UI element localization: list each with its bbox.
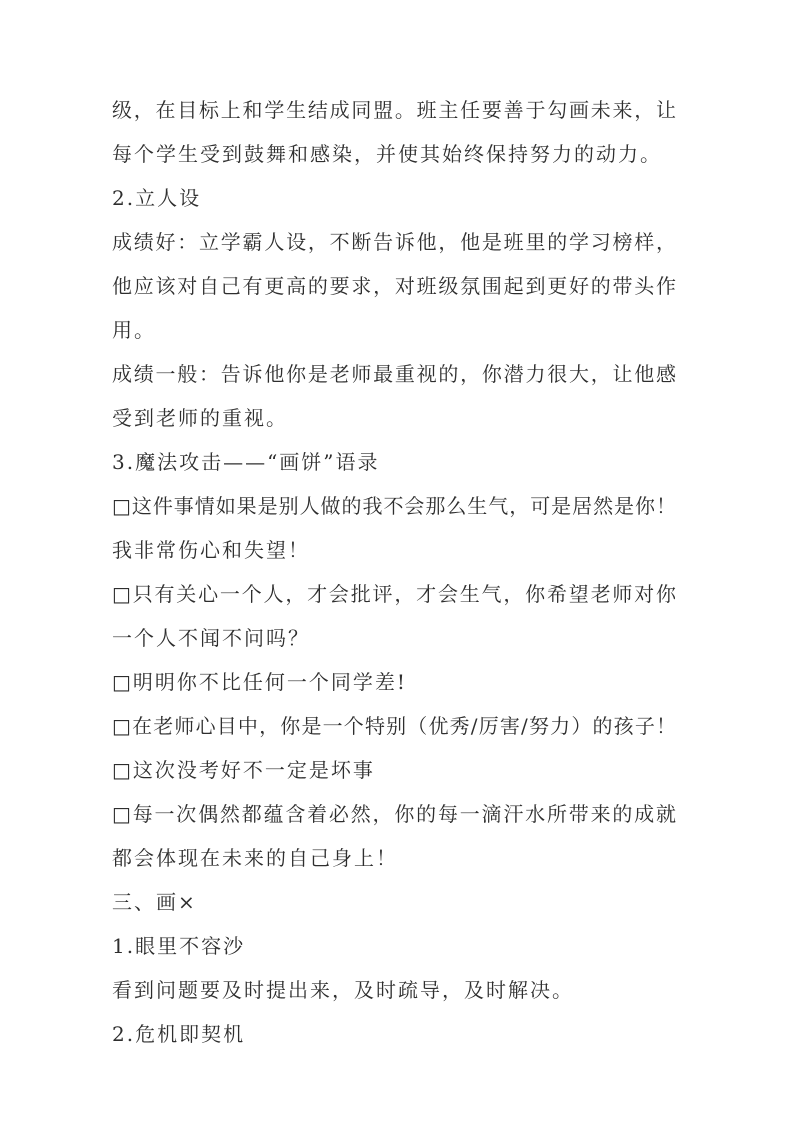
paragraph-line: 我非常伤心和失望！ (112, 538, 310, 562)
paragraph-line: 都会体现在未来的自己身上！ (112, 846, 398, 870)
paragraph-line: 一个人不闻不问吗？ (112, 626, 310, 650)
checklist-item-line: □这次没考好不一定是坏事 (112, 758, 375, 782)
checklist-item-line: □明明你不比任何一个同学差! (112, 670, 407, 694)
paragraph-line: 级，在目标上和学生结成同盟。班主任要善于勾画未来，让 (112, 98, 676, 122)
checklist-item-line: □每一次偶然都蕴含着必然，你的每一滴汗水所带来的成就 (112, 802, 676, 826)
paragraph-line: 成绩好：立学霸人设，不断告诉他，他是班里的学习榜样， (112, 230, 676, 254)
checklist-item-line: □只有关心一个人，才会批评，才会生气，你希望老师对你 (112, 582, 676, 606)
paragraph-line: 看到问题要及时提出来，及时疏导，及时解决。 (112, 978, 574, 1002)
paragraph-line: 受到老师的重视。 (112, 406, 288, 430)
section-heading: 三、画× (112, 890, 197, 914)
section-heading: 1.眼里不容沙 (112, 934, 246, 958)
paragraph-line: 成绩一般：告诉他你是老师最重视的，你潜力很大，让他感 (112, 362, 676, 386)
checklist-item-line: □这件事情如果是别人做的我不会那么生气，可是居然是你！ (112, 494, 676, 518)
section-heading: 2.立人设 (112, 186, 202, 210)
section-heading: 3.魔法攻击——“画饼”语录 (112, 450, 380, 474)
checklist-item-line: □在老师心目中，你是一个特别（优秀/厉害/努力）的孩子！ (112, 714, 676, 738)
paragraph-line: 用。 (112, 318, 156, 342)
paragraph-line: 每个学生受到鼓舞和感染，并使其始终保持努力的动力。 (112, 142, 662, 166)
paragraph-line: 他应该对自己有更高的要求，对班级氛围起到更好的带头作 (112, 274, 676, 298)
section-heading: 2.危机即契机 (112, 1022, 246, 1046)
